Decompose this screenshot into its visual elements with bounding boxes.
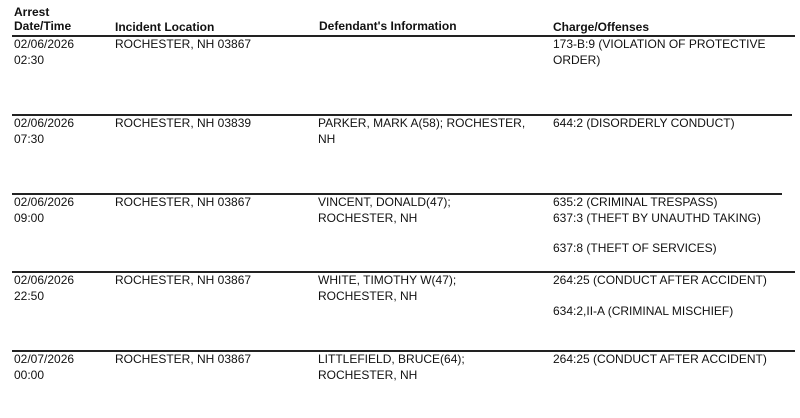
defendant-line2: ROCHESTER, NH: [318, 288, 418, 303]
charge-item: [553, 241, 795, 257]
arrest-date-time: [14, 352, 109, 383]
arrest-date-time: [14, 195, 109, 226]
incident-location: ROCHESTER, NH 03867: [115, 352, 252, 366]
arrest-time: 00:00: [14, 367, 45, 382]
header-incident-location: Incident Location: [115, 20, 215, 34]
charge-text: 173-B:9 (VIOLATION OF PROTECTIVE ORDER): [553, 37, 766, 67]
defendant-line1: VINCENT, DONALD(47);: [318, 195, 451, 209]
header-arrest-line2: Date/Time: [14, 19, 72, 33]
charge-item: [553, 273, 795, 289]
charge-item: [553, 37, 795, 68]
defendant-info: [318, 273, 550, 304]
arrest-date: 02/06/2026: [14, 195, 75, 209]
header-charge-offenses: Charge/Offenses: [553, 20, 650, 34]
header-defendant-information: Defendant's Information: [319, 19, 457, 33]
defendant-line1: WHITE, TIMOTHY W(47);: [318, 273, 457, 287]
arrest-time: 22:50: [14, 288, 45, 303]
arrest-date: 02/06/2026: [14, 116, 75, 130]
charge-text: 637:8 (THEFT OF SERVICES): [553, 241, 717, 255]
charge-item: [553, 195, 795, 211]
arrest-date: 02/06/2026: [14, 273, 75, 287]
arrest-time: 09:00: [14, 210, 45, 225]
incident-location: ROCHESTER, NH 03839: [115, 116, 252, 130]
defendant-info: [318, 195, 550, 226]
charge-item: [553, 116, 795, 132]
charge-list: [553, 37, 795, 68]
defendant-line2: ROCHESTER, NH: [318, 367, 418, 382]
arrest-time: 07:30: [14, 131, 45, 146]
charge-item: [553, 304, 795, 320]
defendant-line2: ROCHESTER, NH: [318, 210, 418, 225]
arrest-date-time: [14, 273, 109, 304]
arrest-date-time: [14, 116, 109, 147]
charge-text: 635:2 (CRIMINAL TRESPASS): [553, 195, 718, 209]
charge-text: 264:25 (CONDUCT AFTER ACCIDENT): [553, 352, 767, 366]
defendant-line2: NH: [318, 131, 336, 146]
defendant-info: [318, 116, 550, 147]
charge-text: 644:2 (DISORDERLY CONDUCT): [553, 116, 735, 130]
charge-list: [553, 352, 795, 368]
incident-location: ROCHESTER, NH 03867: [115, 273, 252, 287]
defendant-info: [318, 352, 550, 383]
defendant-line1: PARKER, MARK A(58); ROCHESTER,: [318, 116, 526, 130]
header-arrest-date-time: [14, 5, 71, 33]
charge-list: [553, 273, 795, 319]
charge-text: 264:25 (CONDUCT AFTER ACCIDENT): [553, 273, 767, 287]
arrest-date-time: [14, 37, 109, 68]
charge-text: 637:3 (THEFT BY UNAUTHD TAKING): [553, 210, 761, 225]
charge-list: [553, 116, 795, 132]
header-arrest-line1: Arrest: [14, 5, 50, 19]
incident-location: ROCHESTER, NH 03867: [115, 37, 252, 51]
arrest-date: 02/06/2026: [14, 37, 75, 51]
charge-item: [553, 211, 795, 227]
charge-text: 634:2,II-A (CRIMINAL MISCHIEF): [553, 303, 734, 318]
arrest-date: 02/07/2026: [14, 352, 75, 366]
charge-item: [553, 352, 795, 368]
arrest-time: 02:30: [14, 52, 45, 67]
incident-location: ROCHESTER, NH 03867: [115, 195, 252, 209]
charge-list: [553, 195, 795, 257]
defendant-line1: LITTLEFIELD, BRUCE(64);: [318, 352, 465, 366]
